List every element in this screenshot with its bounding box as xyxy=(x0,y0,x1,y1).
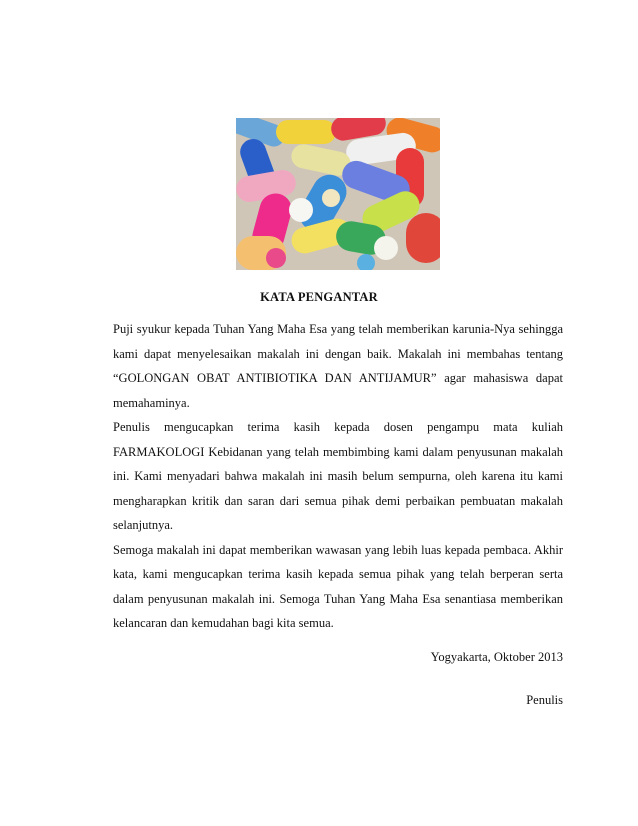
paragraph-closing: Semoga makalah ini dapat memberikan wawasan yang lebih luas kepada pembaca. Akhir kata, kami mengucapkan terima kasih kepada semua pihak yang telah berperan serta dalam penyusunan makalah ini. Semoga Tuhan Yang Maha Esa senantiasa memberikan kelancaran dan kemudahan bagi kita semua. xyxy=(113,542,563,630)
page-title: KATA PENGANTAR xyxy=(260,290,378,304)
pills-photo xyxy=(236,118,440,270)
document-body xyxy=(113,317,563,636)
paragraph-intro: Puji syukur kepada Tuhan Yang Maha Esa yang telah memberikan karunia-Nya sehingga kami dapat menyelesaikan makalah ini dengan baik. Makalah ini membahas tentang “GOLONGAN OBAT ANTIBIOTIKA DAN ANTIJAMUR” agar mahasiswa dapat memahaminya. xyxy=(113,322,563,410)
paragraph-thanks: Penulis mengucapkan terima kasih kepada dosen pengampu mata kuliah FARMAKOLOGI Kebidanan yang telah membimbing kami dalam penyusunan makalah ini. Kami menyadari bahwa makalah ini masih belum sempurna, oleh karena itu kami mengharapkan kritik dan saran dari semua pihak demi perbaikan pembuatan makalah selanjutnya. xyxy=(113,420,563,532)
author-signature: Penulis xyxy=(526,693,563,707)
place-date: Yogyakarta, Oktober 2013 xyxy=(430,650,563,664)
